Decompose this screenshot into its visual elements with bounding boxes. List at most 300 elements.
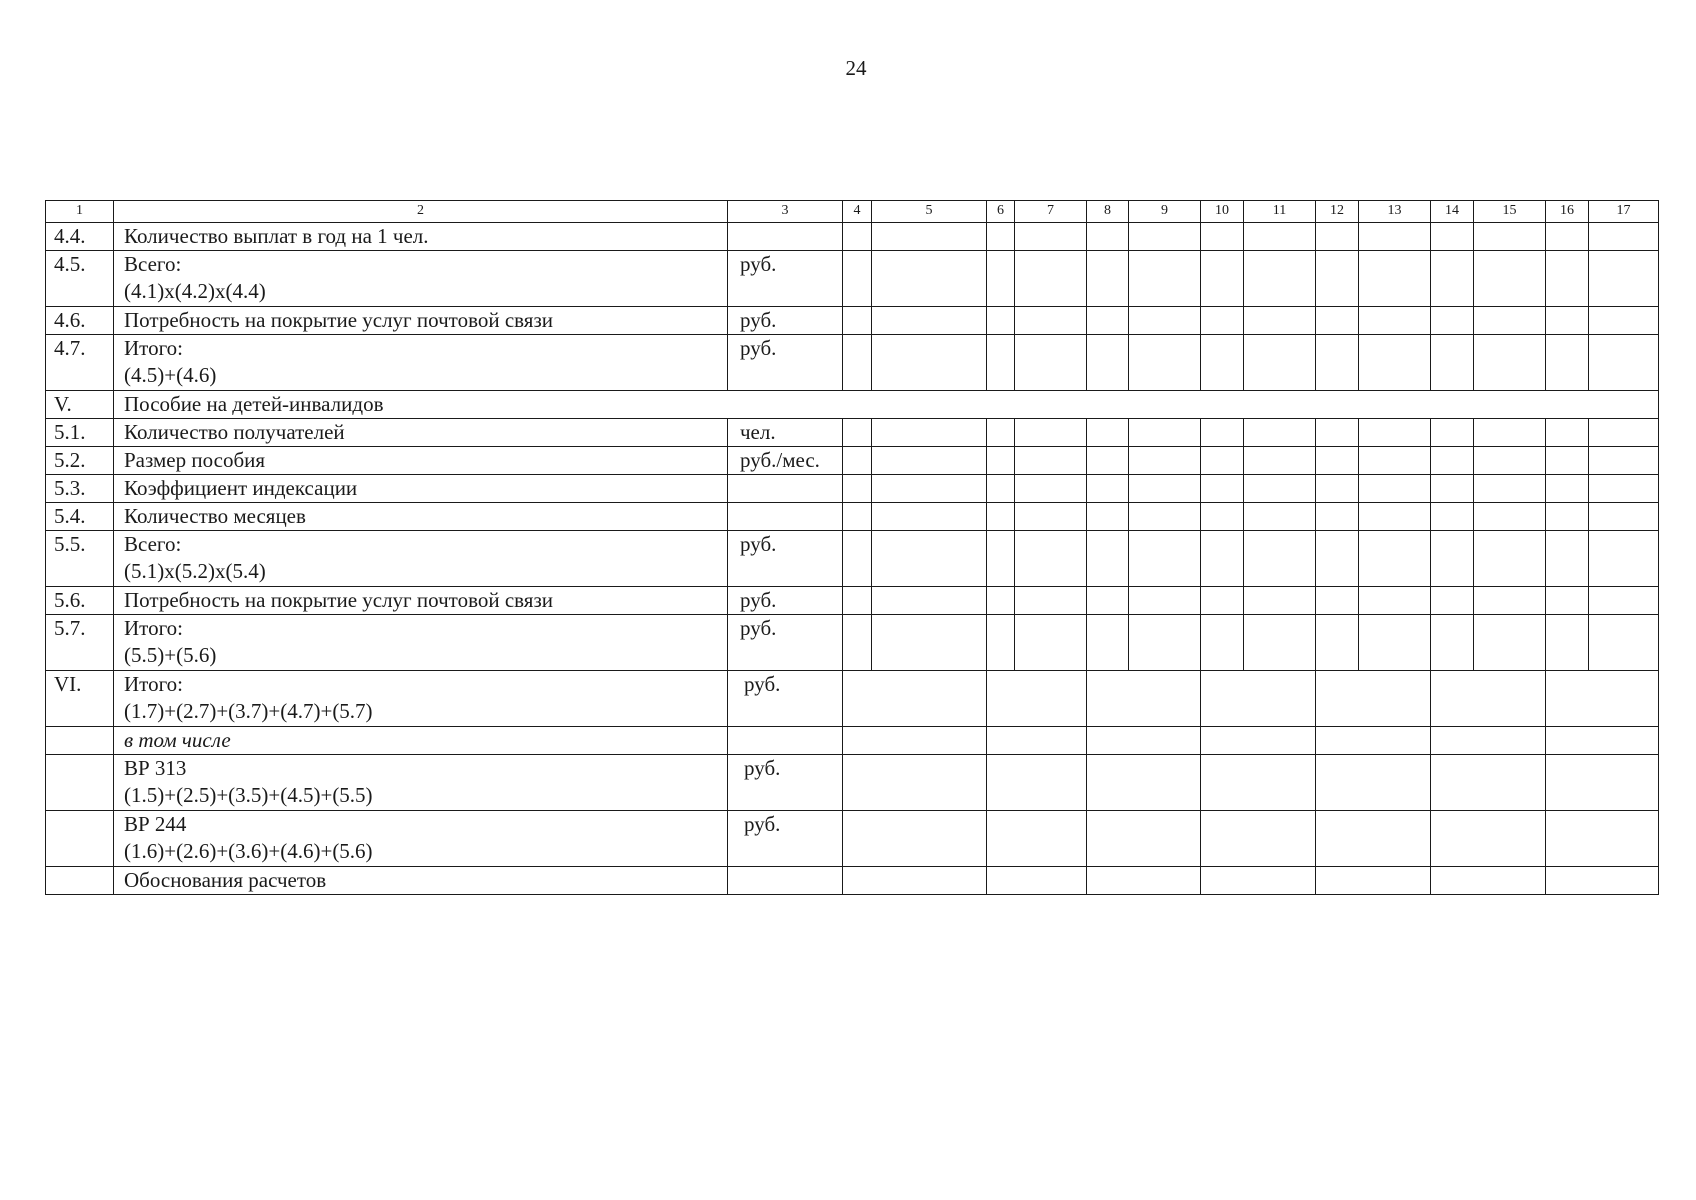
row-number: 4.5.	[46, 251, 114, 307]
row-description	[114, 727, 728, 755]
row-label: Всего:	[124, 532, 182, 556]
value-cell	[1316, 447, 1359, 475]
table-row	[46, 475, 1659, 503]
value-cell	[1244, 587, 1316, 615]
value-cell	[1244, 223, 1316, 251]
value-cell	[1589, 307, 1659, 335]
value-cell	[1015, 475, 1087, 503]
value-cell	[987, 867, 1087, 895]
value-cell	[1431, 475, 1474, 503]
value-cell	[1087, 587, 1129, 615]
value-cell	[1015, 447, 1087, 475]
value-cell	[987, 587, 1015, 615]
row-number: VI.	[46, 671, 114, 727]
value-cell	[987, 419, 1015, 447]
row-number: 4.6.	[46, 307, 114, 335]
value-cell	[1201, 531, 1244, 587]
value-cell	[843, 251, 872, 307]
value-cell	[1129, 503, 1201, 531]
value-cell	[1316, 755, 1431, 811]
row-unit: руб.	[728, 615, 843, 671]
row-number: 5.6.	[46, 587, 114, 615]
header-cell: 3	[728, 201, 843, 223]
page-number: 24	[845, 56, 867, 80]
table-row	[46, 811, 1659, 867]
value-cell	[1087, 531, 1129, 587]
value-cell	[1201, 307, 1244, 335]
value-cell	[1087, 251, 1129, 307]
value-cell	[1015, 587, 1087, 615]
value-cell	[1474, 475, 1546, 503]
table-row	[46, 531, 1659, 587]
value-cell	[1474, 503, 1546, 531]
value-cell	[1431, 671, 1546, 727]
row-label: Потребность на покрытие услуг почтовой связи	[124, 588, 553, 612]
value-cell	[1546, 475, 1589, 503]
value-cell	[987, 615, 1015, 671]
value-cell	[1015, 615, 1087, 671]
value-cell	[1244, 307, 1316, 335]
value-cell	[1546, 307, 1589, 335]
row-number: 5.2.	[46, 447, 114, 475]
value-cell	[1015, 251, 1087, 307]
row-description	[114, 755, 728, 811]
row-unit: руб.	[728, 671, 843, 727]
row-formula: (1.7)+(2.7)+(3.7)+(4.7)+(5.7)	[124, 699, 373, 723]
value-cell	[1244, 531, 1316, 587]
value-cell	[843, 727, 987, 755]
value-cell	[1359, 251, 1431, 307]
value-cell	[1244, 475, 1316, 503]
value-cell	[1359, 503, 1431, 531]
value-cell	[1546, 531, 1589, 587]
value-cell	[1589, 335, 1659, 391]
value-cell	[1129, 447, 1201, 475]
value-cell	[1087, 307, 1129, 335]
value-cell	[1015, 419, 1087, 447]
value-cell	[1316, 671, 1431, 727]
row-label: Итого:	[124, 616, 183, 640]
row-label: Размер пособия	[124, 448, 266, 472]
value-cell	[843, 475, 872, 503]
row-unit: руб.	[728, 307, 843, 335]
row-number: 5.5.	[46, 531, 114, 587]
header-cell: 9	[1129, 201, 1201, 223]
value-cell	[1129, 307, 1201, 335]
value-cell	[1589, 615, 1659, 671]
row-unit: руб.	[728, 811, 843, 867]
row-description	[114, 335, 728, 391]
value-cell	[1129, 251, 1201, 307]
value-cell	[1474, 447, 1546, 475]
value-cell	[1316, 307, 1359, 335]
row-label: ВР 313	[124, 756, 187, 780]
value-cell	[1474, 419, 1546, 447]
row-description	[114, 671, 728, 727]
header-cell: 5	[872, 201, 987, 223]
value-cell	[987, 223, 1015, 251]
value-cell	[1316, 223, 1359, 251]
value-cell	[1129, 419, 1201, 447]
value-cell	[1201, 335, 1244, 391]
value-cell	[1546, 671, 1659, 727]
value-cell	[1359, 223, 1431, 251]
value-cell	[1201, 755, 1316, 811]
value-cell	[1474, 531, 1546, 587]
value-cell	[1087, 503, 1129, 531]
row-label: Потребность на покрытие услуг почтовой связи	[124, 308, 553, 332]
value-cell	[1431, 531, 1474, 587]
value-cell	[1201, 223, 1244, 251]
value-cell	[1201, 587, 1244, 615]
row-unit: руб./мес.	[728, 447, 843, 475]
row-label: Итого:	[124, 672, 183, 696]
value-cell	[872, 251, 987, 307]
value-cell	[1359, 307, 1431, 335]
value-cell	[1431, 503, 1474, 531]
row-formula: (1.5)+(2.5)+(3.5)+(4.5)+(5.5)	[124, 783, 373, 807]
value-cell	[872, 475, 987, 503]
value-cell	[1201, 503, 1244, 531]
table-row	[46, 587, 1659, 615]
value-cell	[1244, 419, 1316, 447]
row-description	[114, 587, 728, 615]
row-unit: руб.	[728, 587, 843, 615]
value-cell	[1015, 223, 1087, 251]
value-cell	[1546, 811, 1659, 867]
row-unit: руб.	[728, 755, 843, 811]
value-cell	[1316, 251, 1359, 307]
value-cell	[1244, 503, 1316, 531]
value-cell	[843, 755, 987, 811]
row-label: Количество выплат в год на 1 чел.	[124, 224, 429, 248]
value-cell	[843, 223, 872, 251]
row-label: Количество месяцев	[124, 504, 306, 528]
table-row	[46, 419, 1659, 447]
value-cell	[1201, 475, 1244, 503]
row-unit: чел.	[728, 419, 843, 447]
value-cell	[1316, 587, 1359, 615]
header-cell: 6	[987, 201, 1015, 223]
value-cell	[1431, 307, 1474, 335]
header-cell: 12	[1316, 201, 1359, 223]
row-description	[114, 447, 728, 475]
value-cell	[1431, 615, 1474, 671]
row-description	[114, 251, 728, 307]
header-cell: 2	[114, 201, 728, 223]
row-description	[114, 811, 728, 867]
row-label: Пособие на детей-инвалидов	[124, 392, 384, 416]
value-cell	[1589, 587, 1659, 615]
value-cell	[1316, 475, 1359, 503]
value-cell	[1589, 251, 1659, 307]
value-cell	[987, 475, 1015, 503]
row-number	[46, 811, 114, 867]
value-cell	[987, 811, 1087, 867]
row-description	[114, 615, 728, 671]
row-label: Обоснования расчетов	[124, 868, 327, 892]
row-number: 4.4.	[46, 223, 114, 251]
header-cell: 16	[1546, 201, 1589, 223]
value-cell	[1244, 335, 1316, 391]
row-number: V.	[46, 391, 114, 419]
header-cell: 17	[1589, 201, 1659, 223]
value-cell	[1546, 587, 1589, 615]
value-cell	[1474, 587, 1546, 615]
value-cell	[1087, 447, 1129, 475]
value-cell	[987, 447, 1015, 475]
value-cell	[987, 335, 1015, 391]
value-cell	[843, 531, 872, 587]
row-label: Количество получателей	[124, 420, 345, 444]
value-cell	[1431, 447, 1474, 475]
value-cell	[1474, 223, 1546, 251]
value-cell	[1087, 419, 1129, 447]
value-cell	[843, 419, 872, 447]
row-unit	[728, 503, 843, 531]
value-cell	[1316, 503, 1359, 531]
value-cell	[1474, 615, 1546, 671]
table-row	[46, 223, 1659, 251]
calculation-table	[45, 200, 1659, 895]
table-row	[46, 615, 1659, 671]
value-cell	[872, 223, 987, 251]
row-number: 5.3.	[46, 475, 114, 503]
header-cell: 8	[1087, 201, 1129, 223]
value-cell	[1015, 307, 1087, 335]
header-cell: 13	[1359, 201, 1431, 223]
row-description	[114, 307, 728, 335]
table-row	[46, 727, 1659, 755]
row-unit	[728, 867, 843, 895]
value-cell	[872, 587, 987, 615]
value-cell	[1359, 447, 1431, 475]
row-label: в том числе	[124, 728, 231, 752]
value-cell	[1129, 531, 1201, 587]
header-row	[46, 201, 1659, 223]
value-cell	[1201, 615, 1244, 671]
value-cell	[1015, 503, 1087, 531]
value-cell	[1087, 335, 1129, 391]
row-number: 5.4.	[46, 503, 114, 531]
row-description	[114, 391, 1659, 419]
value-cell	[843, 615, 872, 671]
row-unit	[728, 223, 843, 251]
value-cell	[1201, 447, 1244, 475]
value-cell	[1015, 531, 1087, 587]
value-cell	[1359, 475, 1431, 503]
value-cell	[1474, 251, 1546, 307]
row-number: 5.7.	[46, 615, 114, 671]
row-unit: руб.	[728, 251, 843, 307]
value-cell	[1589, 419, 1659, 447]
value-cell	[1546, 615, 1589, 671]
value-cell	[843, 447, 872, 475]
value-cell	[987, 307, 1015, 335]
header-cell: 1	[46, 201, 114, 223]
header-cell: 7	[1015, 201, 1087, 223]
value-cell	[987, 503, 1015, 531]
row-unit: руб.	[728, 531, 843, 587]
value-cell	[1087, 671, 1201, 727]
row-number	[46, 727, 114, 755]
value-cell	[872, 531, 987, 587]
row-description	[114, 867, 728, 895]
value-cell	[1201, 811, 1316, 867]
value-cell	[1129, 475, 1201, 503]
row-description	[114, 475, 728, 503]
row-formula: (1.6)+(2.6)+(3.6)+(4.6)+(5.6)	[124, 839, 373, 863]
row-description	[114, 223, 728, 251]
value-cell	[1201, 251, 1244, 307]
value-cell	[1546, 335, 1589, 391]
value-cell	[1546, 251, 1589, 307]
value-cell	[1359, 419, 1431, 447]
value-cell	[1474, 307, 1546, 335]
section-row	[46, 391, 1659, 419]
row-formula: (4.1)х(4.2)х(4.4)	[124, 279, 266, 303]
value-cell	[1201, 671, 1316, 727]
value-cell	[1431, 223, 1474, 251]
row-description	[114, 503, 728, 531]
row-number: 5.1.	[46, 419, 114, 447]
value-cell	[1201, 419, 1244, 447]
value-cell	[1087, 811, 1201, 867]
value-cell	[1316, 419, 1359, 447]
row-unit	[728, 727, 843, 755]
row-description	[114, 419, 728, 447]
table-row	[46, 447, 1659, 475]
value-cell	[1546, 447, 1589, 475]
row-label: Всего:	[124, 252, 182, 276]
value-cell	[1087, 615, 1129, 671]
row-number	[46, 867, 114, 895]
value-cell	[1087, 727, 1201, 755]
table-row	[46, 307, 1659, 335]
value-cell	[1129, 335, 1201, 391]
value-cell	[872, 419, 987, 447]
value-cell	[872, 503, 987, 531]
header-cell: 4	[843, 201, 872, 223]
value-cell	[1087, 867, 1201, 895]
value-cell	[987, 727, 1087, 755]
value-cell	[1087, 223, 1129, 251]
row-unit	[728, 475, 843, 503]
row-unit: руб.	[728, 335, 843, 391]
value-cell	[1431, 727, 1546, 755]
header-cell: 14	[1431, 201, 1474, 223]
value-cell	[872, 335, 987, 391]
value-cell	[843, 671, 987, 727]
value-cell	[843, 587, 872, 615]
value-cell	[1129, 615, 1201, 671]
value-cell	[1359, 615, 1431, 671]
row-number: 4.7.	[46, 335, 114, 391]
value-cell	[1546, 867, 1659, 895]
value-cell	[1589, 475, 1659, 503]
value-cell	[1316, 867, 1431, 895]
value-cell	[1244, 447, 1316, 475]
value-cell	[1244, 615, 1316, 671]
row-formula: (5.1)х(5.2)х(5.4)	[124, 559, 266, 583]
value-cell	[1431, 867, 1546, 895]
value-cell	[872, 615, 987, 671]
value-cell	[843, 335, 872, 391]
value-cell	[843, 867, 987, 895]
row-number	[46, 755, 114, 811]
value-cell	[1201, 727, 1316, 755]
header-cell: 15	[1474, 201, 1546, 223]
value-cell	[1359, 335, 1431, 391]
value-cell	[843, 307, 872, 335]
row-formula: (4.5)+(4.6)	[124, 363, 217, 387]
value-cell	[843, 811, 987, 867]
value-cell	[1359, 531, 1431, 587]
table-row	[46, 671, 1659, 727]
value-cell	[1087, 475, 1129, 503]
value-cell	[1316, 531, 1359, 587]
table-row	[46, 251, 1659, 307]
value-cell	[1546, 755, 1659, 811]
value-cell	[1431, 755, 1546, 811]
value-cell	[1546, 223, 1589, 251]
row-label: Итого:	[124, 336, 183, 360]
value-cell	[1316, 811, 1431, 867]
table-row	[46, 867, 1659, 895]
value-cell	[1431, 419, 1474, 447]
value-cell	[872, 447, 987, 475]
header-cell: 11	[1244, 201, 1316, 223]
value-cell	[987, 531, 1015, 587]
value-cell	[1546, 727, 1659, 755]
value-cell	[987, 755, 1087, 811]
value-cell	[1359, 587, 1431, 615]
value-cell	[1087, 755, 1201, 811]
value-cell	[1316, 727, 1431, 755]
row-label: Коэффициент индексации	[124, 476, 358, 500]
row-description	[114, 531, 728, 587]
value-cell	[1431, 251, 1474, 307]
value-cell	[1589, 223, 1659, 251]
value-cell	[1589, 503, 1659, 531]
row-formula: (5.5)+(5.6)	[124, 643, 217, 667]
value-cell	[1431, 811, 1546, 867]
table-row	[46, 503, 1659, 531]
value-cell	[1129, 587, 1201, 615]
value-cell	[1316, 615, 1359, 671]
table-row	[46, 335, 1659, 391]
value-cell	[987, 671, 1087, 727]
value-cell	[1201, 867, 1316, 895]
value-cell	[1431, 335, 1474, 391]
value-cell	[1546, 419, 1589, 447]
value-cell	[1015, 335, 1087, 391]
value-cell	[872, 307, 987, 335]
value-cell	[1546, 503, 1589, 531]
value-cell	[1431, 587, 1474, 615]
value-cell	[843, 503, 872, 531]
value-cell	[1474, 335, 1546, 391]
table-row	[46, 755, 1659, 811]
value-cell	[987, 251, 1015, 307]
row-label: ВР 244	[124, 812, 187, 836]
value-cell	[1316, 335, 1359, 391]
header-cell: 10	[1201, 201, 1244, 223]
value-cell	[1129, 223, 1201, 251]
value-cell	[1589, 447, 1659, 475]
value-cell	[1589, 531, 1659, 587]
value-cell	[1244, 251, 1316, 307]
